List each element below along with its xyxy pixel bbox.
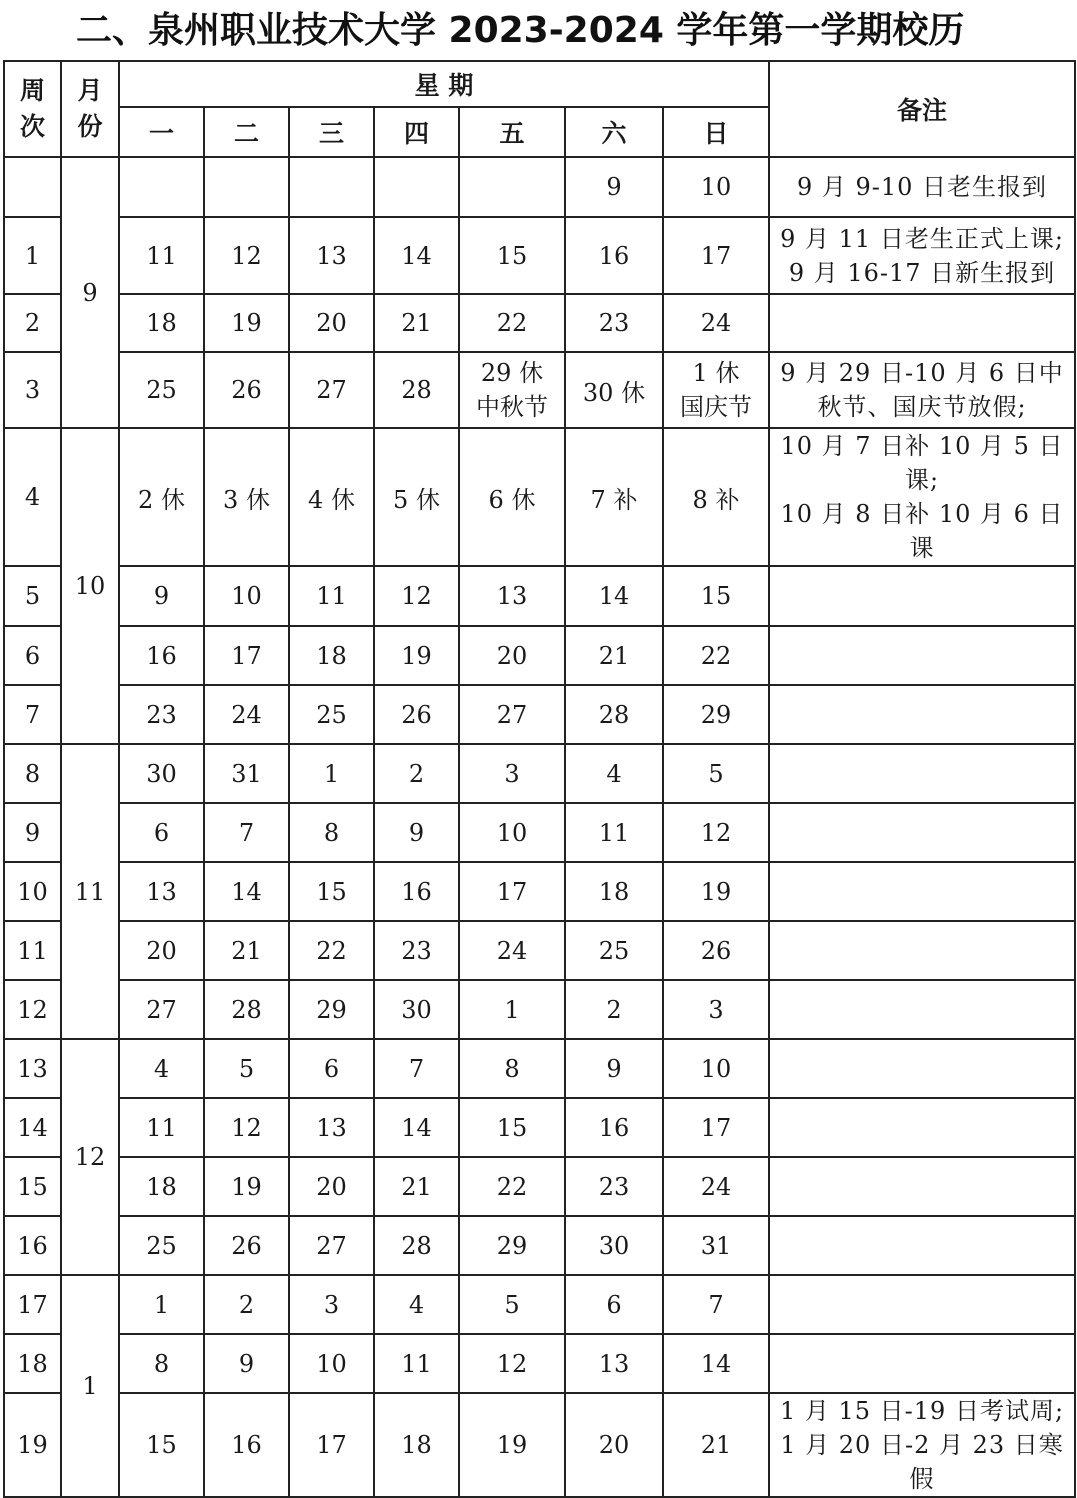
day-cell: 20 (459, 626, 565, 685)
remarks-cell (769, 428, 1075, 566)
day-cell: 3 (459, 744, 565, 803)
weekday-header: 一 (119, 107, 204, 157)
academic-calendar-table (3, 60, 1076, 1498)
day-cell: 30 (374, 980, 459, 1039)
day-cell: 20 (119, 921, 204, 980)
day-cell: 10 (204, 566, 289, 626)
day-cell: 30 (565, 1216, 663, 1275)
day-cell: 10 (663, 157, 769, 217)
day-cell (374, 157, 459, 217)
remark-line: 1 月 15 日-19 日考试周; (779, 1397, 1065, 1425)
day-cell: 28 (374, 1216, 459, 1275)
day-cell: 16 (374, 862, 459, 921)
day-cell: 8 补 (663, 428, 769, 566)
day-cell: 10 (289, 1334, 374, 1393)
week-number-header: 周 次 (4, 61, 61, 157)
week-number-cell: 19 (4, 1393, 61, 1497)
remarks-cell (769, 862, 1075, 921)
day-cell: 19 (204, 1157, 289, 1216)
calendar-week-row (4, 157, 1075, 217)
day-cell: 12 (374, 566, 459, 626)
remarks-cell (769, 1098, 1075, 1157)
day-cell: 17 (663, 217, 769, 294)
week-number-cell: 15 (4, 1157, 61, 1216)
day-cell: 26 (374, 685, 459, 744)
week-number-cell (4, 157, 61, 217)
day-cell: 1 (459, 980, 565, 1039)
day-cell: 21 (565, 626, 663, 685)
weekday-header: 六 (565, 107, 663, 157)
remark-line: 9 月 11 日老生正式上课; (780, 224, 1064, 253)
remarks-cell (769, 352, 1075, 428)
day-cell (459, 157, 565, 217)
remarks-cell (769, 744, 1075, 803)
month-cell: 1 (61, 1275, 119, 1497)
remark-line: 1 月 20 日-2 月 23 日寒假 (780, 1431, 1064, 1493)
day-cell: 17 (459, 862, 565, 921)
calendar-week-row (4, 566, 1075, 626)
week-number-cell: 4 (4, 428, 61, 566)
day-cell: 1 休 国庆节 (663, 352, 769, 428)
day-cell: 15 (459, 1098, 565, 1157)
calendar-week-row (4, 1334, 1075, 1393)
day-cell: 9 (565, 157, 663, 217)
day-cell: 26 (663, 921, 769, 980)
day-cell: 14 (374, 1098, 459, 1157)
day-cell: 13 (459, 566, 565, 626)
day-cell: 17 (204, 626, 289, 685)
day-cell: 17 (289, 1393, 374, 1497)
day-cell: 26 (204, 1216, 289, 1275)
day-cell: 29 (289, 980, 374, 1039)
calendar-week-row (4, 980, 1075, 1039)
day-cell: 27 (289, 352, 374, 428)
day-cell: 9 (119, 566, 204, 626)
day-cell: 14 (565, 566, 663, 626)
calendar-week-row (4, 352, 1075, 428)
day-cell (119, 157, 204, 217)
day-cell: 14 (204, 862, 289, 921)
day-cell: 5 (663, 744, 769, 803)
month-header: 月 份 (61, 61, 119, 157)
day-cell: 16 (565, 217, 663, 294)
day-cell: 22 (289, 921, 374, 980)
day-cell: 15 (289, 862, 374, 921)
day-cell: 20 (565, 1393, 663, 1497)
calendar-week-row (4, 862, 1075, 921)
week-number-cell: 10 (4, 862, 61, 921)
week-number-cell: 8 (4, 744, 61, 803)
remarks-cell (769, 626, 1075, 685)
day-cell: 1 (289, 744, 374, 803)
day-cell: 22 (663, 626, 769, 685)
day-cell: 22 (459, 294, 565, 352)
month-cell: 9 (61, 157, 119, 428)
day-cell: 23 (119, 685, 204, 744)
day-cell: 7 (204, 803, 289, 862)
day-cell: 11 (119, 217, 204, 294)
day-cell: 16 (565, 1098, 663, 1157)
remarks-cell (769, 1393, 1075, 1497)
day-cell: 21 (204, 921, 289, 980)
day-cell: 7 (374, 1039, 459, 1098)
week-number-cell: 6 (4, 626, 61, 685)
day-cell: 14 (663, 1334, 769, 1393)
day-cell: 27 (289, 1216, 374, 1275)
day-cell: 13 (289, 1098, 374, 1157)
day-cell: 24 (204, 685, 289, 744)
day-cell: 2 休 (119, 428, 204, 566)
day-cell: 16 (119, 626, 204, 685)
calendar-week-row (4, 626, 1075, 685)
day-cell: 11 (119, 1098, 204, 1157)
day-cell: 15 (663, 566, 769, 626)
calendar-week-row (4, 1275, 1075, 1334)
remark-line: 9 月 16-17 日新生报到 (788, 258, 1056, 287)
calendar-week-row (4, 217, 1075, 294)
day-cell: 19 (663, 862, 769, 921)
day-cell: 5 休 (374, 428, 459, 566)
day-cell: 2 (204, 1275, 289, 1334)
day-cell: 11 (289, 566, 374, 626)
weekday-header: 二 (204, 107, 289, 157)
day-cell: 30 休 (565, 352, 663, 428)
calendar-week-row (4, 1393, 1075, 1497)
day-cell: 23 (374, 921, 459, 980)
day-cell: 31 (663, 1216, 769, 1275)
day-cell: 6 (565, 1275, 663, 1334)
weekday-header: 三 (289, 107, 374, 157)
calendar-week-row (4, 921, 1075, 980)
weekday-group-header: 星 期 (119, 61, 769, 107)
day-cell: 9 (565, 1039, 663, 1098)
day-cell: 26 (204, 352, 289, 428)
day-cell: 19 (374, 626, 459, 685)
day-cell: 5 (459, 1275, 565, 1334)
day-cell: 28 (374, 352, 459, 428)
week-number-cell: 9 (4, 803, 61, 862)
remarks-cell (769, 803, 1075, 862)
day-cell: 29 (663, 685, 769, 744)
day-cell: 8 (459, 1039, 565, 1098)
remark-line: 秋节、国庆节放假; (817, 393, 1027, 421)
day-cell: 30 (119, 744, 204, 803)
day-cell: 24 (663, 294, 769, 352)
day-cell: 3 休 (204, 428, 289, 566)
day-cell: 18 (289, 626, 374, 685)
day-cell: 14 (374, 217, 459, 294)
day-cell: 4 (565, 744, 663, 803)
calendar-week-row (4, 1216, 1075, 1275)
day-cell: 3 (289, 1275, 374, 1334)
remarks-cell (769, 980, 1075, 1039)
day-cell: 21 (374, 294, 459, 352)
day-cell: 2 (374, 744, 459, 803)
day-cell: 12 (459, 1334, 565, 1393)
day-cell: 18 (119, 1157, 204, 1216)
week-number-cell: 7 (4, 685, 61, 744)
remark-line: 9 月 29 日-10 月 6 日中 (780, 359, 1064, 387)
day-cell: 25 (565, 921, 663, 980)
day-cell: 25 (119, 352, 204, 428)
day-cell: 27 (119, 980, 204, 1039)
remarks-cell (769, 1039, 1075, 1098)
day-cell: 20 (289, 1157, 374, 1216)
remarks-cell (769, 157, 1075, 217)
month-cell: 11 (61, 744, 119, 1039)
day-cell: 18 (374, 1393, 459, 1497)
day-cell: 27 (459, 685, 565, 744)
remarks-cell (769, 1157, 1075, 1216)
day-cell: 19 (204, 294, 289, 352)
day-cell: 8 (119, 1334, 204, 1393)
day-cell: 2 (565, 980, 663, 1039)
day-cell: 11 (374, 1334, 459, 1393)
calendar-week-row (4, 685, 1075, 744)
day-cell: 10 (663, 1039, 769, 1098)
remarks-cell (769, 685, 1075, 744)
day-cell: 4 (119, 1039, 204, 1098)
day-cell: 31 (204, 744, 289, 803)
week-number-cell: 5 (4, 566, 61, 626)
day-cell: 9 (374, 803, 459, 862)
calendar-week-row (4, 803, 1075, 862)
day-cell: 10 (459, 803, 565, 862)
remarks-cell (769, 1216, 1075, 1275)
day-cell: 12 (204, 217, 289, 294)
day-cell: 19 (459, 1393, 565, 1497)
day-cell: 18 (565, 862, 663, 921)
weekday-header: 日 (663, 107, 769, 157)
day-cell: 22 (459, 1157, 565, 1216)
calendar-week-row (4, 744, 1075, 803)
day-cell: 18 (119, 294, 204, 352)
weekday-header: 四 (374, 107, 459, 157)
remarks-cell (769, 294, 1075, 352)
day-cell: 4 (374, 1275, 459, 1334)
week-number-cell: 17 (4, 1275, 61, 1334)
day-cell (204, 157, 289, 217)
day-cell: 11 (565, 803, 663, 862)
week-number-cell: 12 (4, 980, 61, 1039)
day-cell: 7 (663, 1275, 769, 1334)
day-cell: 1 (119, 1275, 204, 1334)
day-cell: 13 (119, 862, 204, 921)
calendar-week-row (4, 294, 1075, 352)
remarks-header: 备注 (769, 61, 1075, 157)
day-cell: 4 休 (289, 428, 374, 566)
day-cell: 28 (565, 685, 663, 744)
day-cell: 3 (663, 980, 769, 1039)
day-cell: 16 (204, 1393, 289, 1497)
day-cell: 25 (289, 685, 374, 744)
week-number-cell: 3 (4, 352, 61, 428)
remarks-cell (769, 1334, 1075, 1393)
day-cell: 15 (459, 217, 565, 294)
remark-line: 9 月 9-10 日老生报到 (796, 173, 1048, 201)
calendar-week-row (4, 1039, 1075, 1098)
day-cell: 9 (204, 1334, 289, 1393)
week-number-cell: 2 (4, 294, 61, 352)
day-cell: 24 (459, 921, 565, 980)
day-cell: 20 (289, 294, 374, 352)
week-number-cell: 13 (4, 1039, 61, 1098)
weekday-header: 五 (459, 107, 565, 157)
day-cell: 23 (565, 1157, 663, 1216)
day-cell: 6 (289, 1039, 374, 1098)
day-cell: 13 (565, 1334, 663, 1393)
calendar-week-row (4, 428, 1075, 566)
day-cell: 29 休 中秋节 (459, 352, 565, 428)
week-number-cell: 18 (4, 1334, 61, 1393)
day-cell: 12 (204, 1098, 289, 1157)
day-cell: 15 (119, 1393, 204, 1497)
day-cell: 12 (663, 803, 769, 862)
month-cell: 10 (61, 428, 119, 744)
day-cell: 6 休 (459, 428, 565, 566)
day-cell: 21 (663, 1393, 769, 1497)
day-cell: 13 (289, 217, 374, 294)
day-cell: 8 (289, 803, 374, 862)
page-title: 二、泉州职业技术大学 2023-2024 学年第一学期校历 (76, 10, 965, 51)
day-cell (289, 157, 374, 217)
calendar-week-row (4, 1157, 1075, 1216)
day-cell: 17 (663, 1098, 769, 1157)
week-number-cell: 14 (4, 1098, 61, 1157)
day-cell: 6 (119, 803, 204, 862)
day-cell: 23 (565, 294, 663, 352)
day-cell: 29 (459, 1216, 565, 1275)
day-cell: 28 (204, 980, 289, 1039)
remark-line: 10 月 7 日补 10 月 5 日课; (780, 432, 1064, 494)
month-cell: 12 (61, 1039, 119, 1275)
calendar-week-row (4, 1098, 1075, 1157)
remarks-cell (769, 217, 1075, 294)
day-cell: 7 补 (565, 428, 663, 566)
remarks-cell (769, 566, 1075, 626)
remarks-cell (769, 1275, 1075, 1334)
day-cell: 24 (663, 1157, 769, 1216)
day-cell: 25 (119, 1216, 204, 1275)
week-number-cell: 11 (4, 921, 61, 980)
remark-line: 10 月 8 日补 10 月 6 日课 (780, 500, 1064, 562)
remarks-cell (769, 921, 1075, 980)
week-number-cell: 1 (4, 217, 61, 294)
day-cell: 21 (374, 1157, 459, 1216)
week-number-cell: 16 (4, 1216, 61, 1275)
day-cell: 5 (204, 1039, 289, 1098)
